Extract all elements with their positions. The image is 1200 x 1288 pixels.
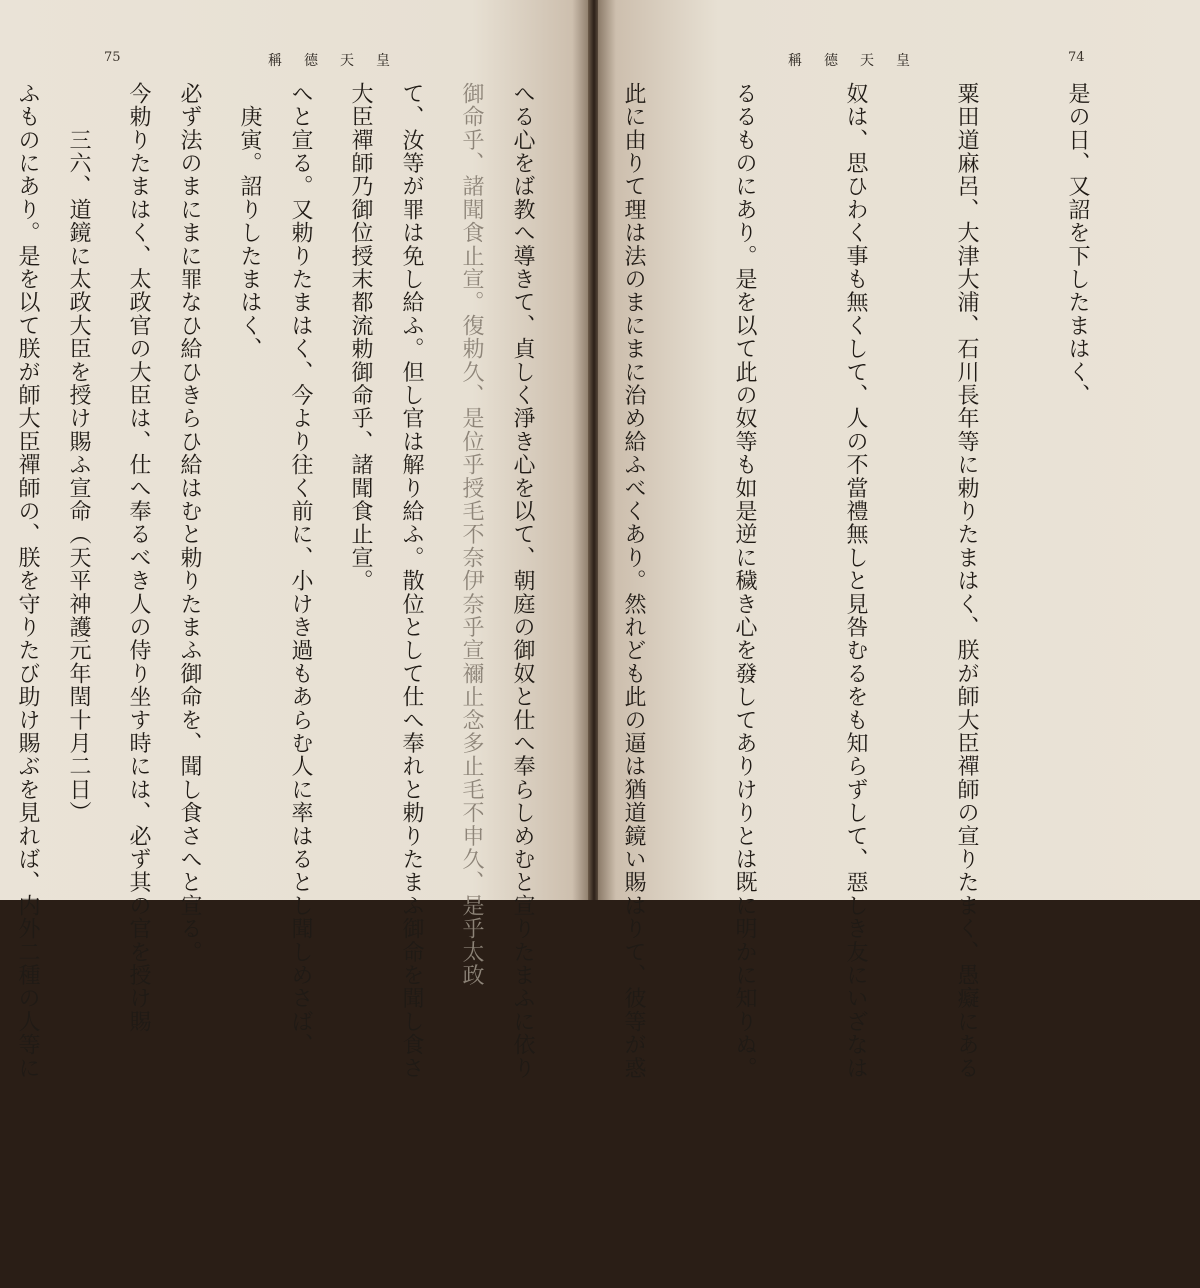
page-number-left: 75 bbox=[104, 50, 121, 65]
text-line: るるものにあり。是を以て此の奴等も如是逆に穢き心を發してありけりとは既に明かに知りぬ。 bbox=[732, 82, 757, 1080]
section-heading: 三六、道鏡に太政大臣を授け賜ふ宣命（天平神護元年閏十月二日） bbox=[66, 82, 91, 825]
text-line: ふものにあり。是を以て朕が師大臣禪師の、朕を守りたび助け賜ぶを見れば、内外二種の人等に bbox=[15, 82, 40, 1080]
text-line: 此に由りて理は法のまにまに治め給ふべくあり。然れども此の逼は猶道鏡い賜はりて、彼等が惑 bbox=[621, 82, 646, 1080]
text-line: 大臣禪師乃御位授末都流勅御命乎、諸聞食止宣。 bbox=[348, 82, 373, 593]
text-line: 庚寅。詔りしたまはく、 bbox=[237, 82, 262, 361]
text-line: 必ず法のまにまに罪なひ給ひきらひ給はむと勅りたまふ御命を、聞し食さへと宣る。 bbox=[177, 82, 202, 964]
text-line: へる心をば教へ導きて、貞しく淨き心を以て、朝庭の御奴と仕へ奉らしめむと宣りたまふに依り bbox=[510, 82, 535, 1080]
text-line: 是の日、又詔を下したまはく、 bbox=[1065, 82, 1090, 407]
text-line: 御命乎、諸聞食止宣。復勅久、是位乎授毛不奈伊奈乎宣禰止念多止毛不申久、是乎太政 bbox=[459, 82, 484, 987]
running-head-right: 稱德天皇 bbox=[788, 53, 932, 69]
running-head-left: 稱德天皇 bbox=[268, 53, 412, 69]
text-line: 奴は、思ひわく事も無くして、人の不當禮無しと見咎むるをも知らずして、惡しき友にいざなは bbox=[843, 82, 868, 1080]
text-line: 今勅りたまはく、太政官の大臣は、仕へ奉るべき人の侍り坐す時には、必ず其の官を授け賜 bbox=[126, 82, 151, 1034]
page-number-right: 74 bbox=[1068, 50, 1085, 65]
text-line: へと宣る。又勅りたまはく、今より往く前に、小けき過もあらむ人に率はるとし聞しめさば、 bbox=[288, 82, 313, 1057]
text-line: 粟田道麻呂、大津大浦、石川長年等に勅りたまはく、朕が師大臣禪師の宣りたまく、愚癡にある bbox=[954, 82, 979, 1080]
text-line: て、汝等が罪は免し給ふ。但し官は解り給ふ。散位として仕へ奉れと勅りたまふ御命を聞し食さ bbox=[399, 82, 424, 1080]
